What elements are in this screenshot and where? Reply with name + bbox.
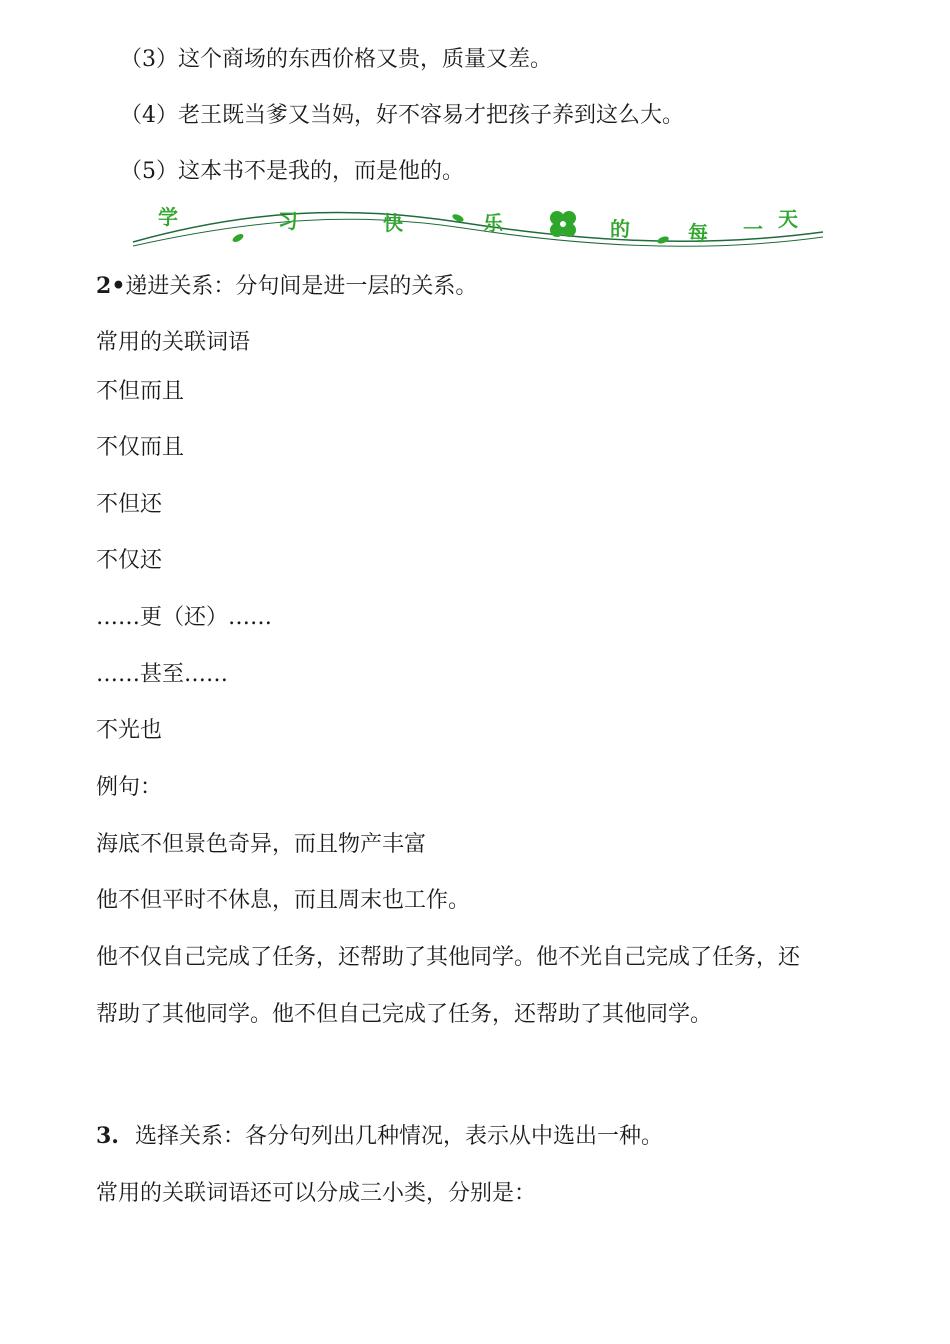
section-2-heading bbox=[96, 271, 477, 302]
section-2-bullet: • bbox=[111, 273, 126, 299]
example-sentence: 海底不但景色奇异，而且物产丰富 bbox=[96, 832, 427, 857]
vine-word-4: 乐 bbox=[483, 211, 503, 235]
conjunction-item: 不仅而且 bbox=[96, 435, 185, 460]
conjunction-item: 不光也 bbox=[96, 718, 163, 743]
clover-icon bbox=[550, 211, 576, 237]
vine-word-3: 快 bbox=[383, 211, 403, 235]
conjunction-item: ……更（还）…… bbox=[96, 605, 273, 630]
conjunction-item: ……甚至…… bbox=[96, 662, 229, 687]
section-3-subtitle: 常用的关联词语还可以分成三小类，分别是： bbox=[96, 1181, 537, 1206]
leaf-icon bbox=[231, 232, 244, 243]
example-sentence: 他不但平时不休息，而且周末也工作。 bbox=[96, 888, 471, 913]
vine-word-1: 学 bbox=[158, 205, 178, 229]
vine-divider-decoration bbox=[128, 200, 828, 255]
conjunctions-title: 常用的关联词语 bbox=[96, 330, 251, 355]
vine-stem-secondary bbox=[133, 219, 823, 246]
conjunction-item: 不但而且 bbox=[96, 379, 185, 404]
section-3-number: 3. bbox=[96, 1123, 119, 1149]
example-sentence-3: （3）这个商场的东西价格又贵，质量又差。 bbox=[120, 47, 552, 72]
example-sentence-4: （4）老王既当爹又当妈，好不容易才把孩子养到这么大。 bbox=[120, 103, 684, 128]
vine-word-8: 天 bbox=[778, 207, 798, 231]
vine-word-5: 的 bbox=[610, 217, 630, 241]
section-2-heading-text: 递进关系：分句间是进一层的关系。 bbox=[125, 274, 478, 299]
conjunction-item: 不但还 bbox=[96, 492, 163, 517]
example-paragraph-line-1: 他不仅自己完成了任务，还帮助了其他同学。他不光自己完成了任务，还 bbox=[96, 945, 801, 970]
example-paragraph-line-2: 帮助了其他同学。他不但自己完成了任务，还帮助了其他同学。 bbox=[96, 1002, 713, 1027]
section-3-heading-text: 选择关系：各分句列出几种情况，表示从中选出一种。 bbox=[134, 1124, 663, 1149]
vine-word-2: 习 bbox=[278, 209, 298, 233]
example-sentence-5: （5）这本书不是我的，而是他的。 bbox=[120, 159, 464, 184]
vine-word-7: 一 bbox=[743, 217, 763, 241]
leaf-icon bbox=[656, 235, 669, 245]
conjunction-item: 不仅还 bbox=[96, 548, 163, 573]
section-3-heading bbox=[96, 1121, 663, 1152]
section-2-number: 2 bbox=[96, 273, 112, 299]
vine-word-6: 每 bbox=[688, 221, 708, 245]
examples-title: 例句： bbox=[96, 775, 163, 800]
